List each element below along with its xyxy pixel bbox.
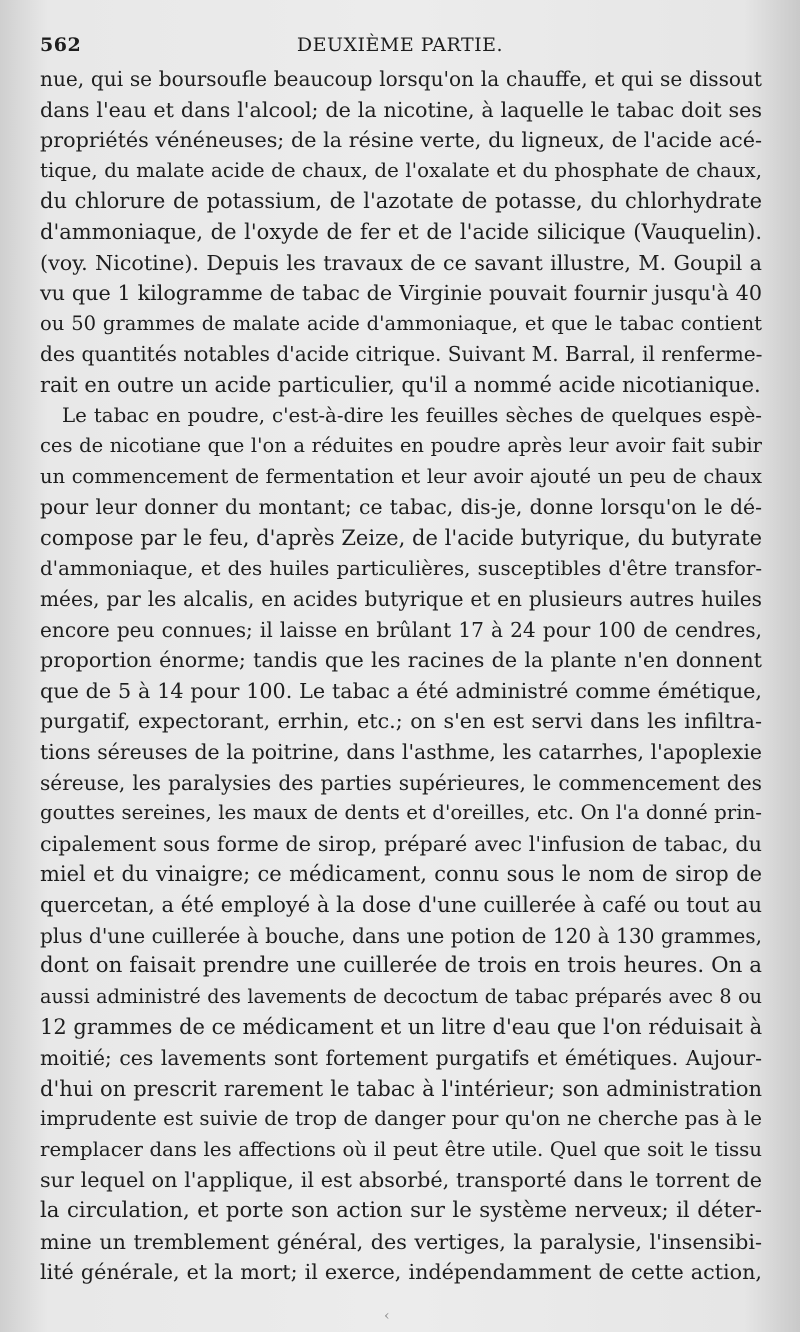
- page-number: 562: [40, 34, 82, 56]
- text-line: tions séreuses de la poitrine, dans l'asthme, les catarrhes, l'apoplexie: [40, 740, 762, 765]
- text-line: mées, par les alcalis, en acides butyrique et en plusieurs autres huiles: [40, 587, 762, 612]
- paragraph-first-line: Le tabac en poudre, c'est-à-dire les feuilles sèches de quelques espè-: [62, 403, 762, 427]
- text-line: que de 5 à 14 pour 100. Le tabac a été administré comme émétique,: [40, 678, 762, 703]
- text-line: mine un tremblement général, des vertiges, la paralysie, l'insensibi-: [40, 1229, 762, 1254]
- running-head: DEUXIÈME PARTIE.: [296, 34, 504, 56]
- page-header: [40, 34, 760, 62]
- text-line: dont on faisait prendre une cuillerée de trois en trois heures. On a: [40, 953, 762, 979]
- text-line: des quantités notables d'acide citrique. Suivant M. Barral, il renferme-: [40, 342, 763, 367]
- text-line: tique, du malate acide de chaux, de l'oxalate et du phosphate de chaux,: [40, 158, 762, 182]
- text-line: moitié; ces lavements sont fortement purgatifs et émétiques. Aujour-: [40, 1046, 762, 1070]
- text-line: plus d'une cuillerée à bouche, dans une potion de 120 à 130 grammes,: [40, 923, 762, 948]
- text-line: sur lequel on l'applique, il est absorbé, transporté dans le torrent de: [40, 1168, 762, 1193]
- text-line: séreuse, les paralysies des parties supérieures, le commencement des: [40, 770, 762, 795]
- text-line: cipalement sous forme de sirop, préparé avec l'infusion de tabac, du: [40, 831, 762, 856]
- text-line: imprudente est suivie de trop de danger pour qu'on ne cherche pas à le: [40, 1107, 762, 1131]
- text-line: propriétés vénéneuses; de la résine verte, du ligneux, de l'acide acé-: [40, 128, 762, 153]
- fold-mark: ‹: [384, 1308, 390, 1324]
- text-line: 12 grammes de ce médicament et un litre d'eau que l'on réduisait à: [40, 1015, 763, 1040]
- body-text: [40, 64, 762, 1288]
- text-line: pour leur donner du montant; ce tabac, dis-je, donne lorsqu'on le dé-: [40, 495, 762, 520]
- text-line: quercetan, a été employé à la dose d'une cuillerée à café ou tout au: [40, 893, 762, 918]
- text-line: compose par le feu, d'après Zeize, de l'acide butyrique, du butyrate: [40, 525, 762, 550]
- text-line: (voy. Nicotine). Depuis les travaux de ce savant illustre, M. Goupil a: [40, 250, 762, 275]
- text-line: encore peu connues; il laisse en brûlant 17 à 24 pour 100 de cendres,: [40, 617, 762, 642]
- text-line: dans l'eau et dans l'alcool; de la nicotine, à laquelle le tabac doit ses: [40, 97, 762, 122]
- text-line: d'ammoniaque, et des huiles particulières, susceptibles d'être transfor-: [40, 556, 762, 580]
- text-line: lité générale, et la mort; il exerce, indépendamment de cette action,: [40, 1260, 762, 1285]
- text-line: aussi administré des lavements de decoctum de tabac préparés avec 8 ou: [40, 984, 762, 1008]
- text-line: gouttes sereines, les maux de dents et d'oreilles, etc. On l'a donné prin-: [40, 801, 762, 825]
- text-line: rait en outre un acide particulier, qu'il a nommé acide nicotianique.: [40, 372, 761, 397]
- text-line: ces de nicotiane que l'on a réduites en poudre après leur avoir fait subir: [40, 434, 762, 458]
- text-line: remplacer dans les affections où il peut être utile. Quel que soit le tissu: [40, 1137, 762, 1161]
- text-line: miel et du vinaigre; ce médicament, connu sous le nom de sirop de: [40, 862, 762, 887]
- text-line: proportion énorme; tandis que les racines de la plante n'en donnent: [40, 648, 762, 673]
- text-line: nue, qui se boursoufle beaucoup lorsqu'on la chauffe, et qui se dissout: [40, 67, 762, 91]
- text-line: d'ammoniaque, de l'oxyde de fer et de l'acide silicique (Vauquelin).: [40, 219, 762, 244]
- text-line: ou 50 grammes de malate acide d'ammoniaque, et que le tabac contient: [40, 311, 762, 335]
- text-line: d'hui on prescrit rarement le tabac à l'intérieur; son administration: [40, 1076, 762, 1101]
- text-line: vu que 1 kilogramme de tabac de Virginie pouvait fournir jusqu'à 40: [40, 281, 762, 306]
- text-line: du chlorure de potassium, de l'azotate de potasse, du chlorhydrate: [40, 189, 762, 214]
- text-line: un commencement de fermentation et leur avoir ajouté un peu de chaux: [40, 464, 762, 488]
- text-line: la circulation, et porte son action sur le système nerveux; il déter-: [40, 1197, 762, 1223]
- text-line: purgatif, expectorant, errhin, etc.; on s'en est servi dans les infiltra-: [40, 709, 762, 734]
